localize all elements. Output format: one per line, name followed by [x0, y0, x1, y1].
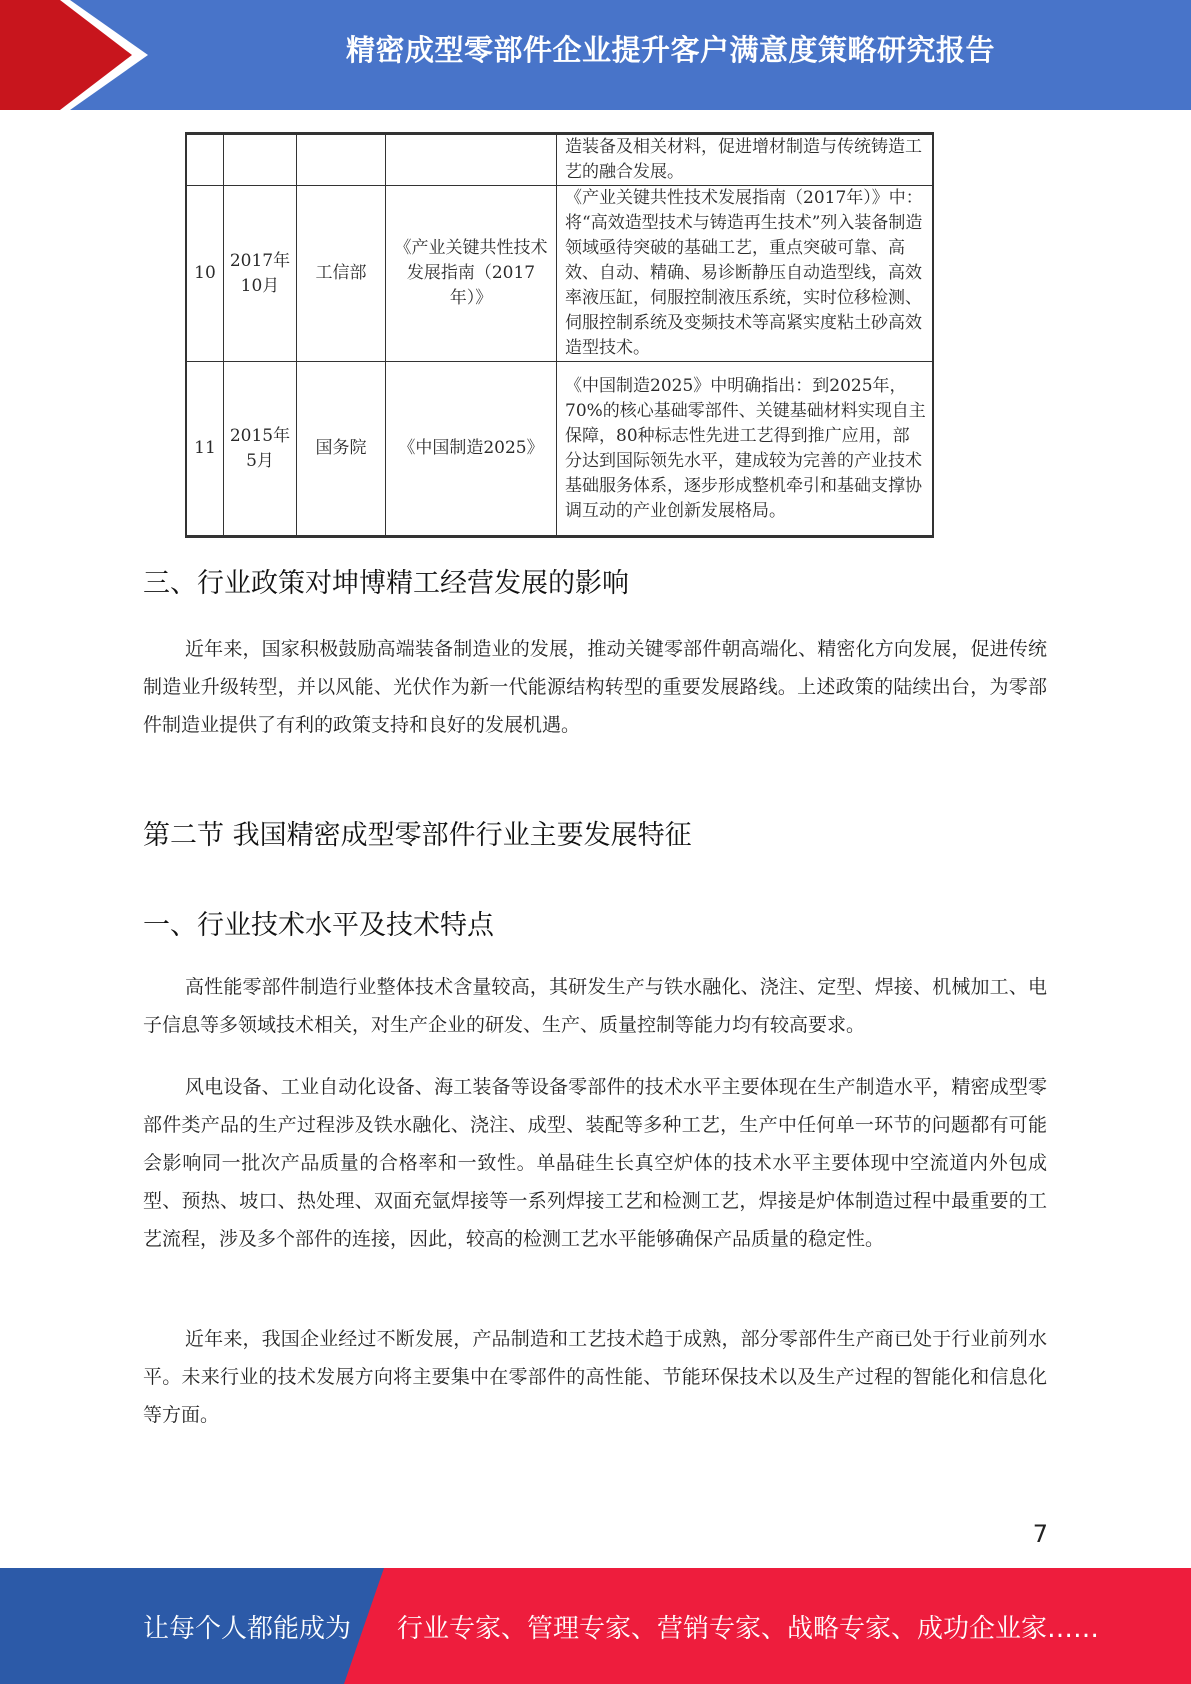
page-footer — [0, 1568, 1191, 1684]
report-title: 精密成型零部件企业提升客户满意度策略研究报告 — [345, 33, 995, 67]
chapter-heading: 第二节 我国精密成型零部件行业主要发展特征 — [143, 820, 692, 851]
row-date: 2015年5月 — [224, 362, 297, 537]
row-date: 2017年10月 — [224, 186, 297, 362]
page-header — [0, 0, 1191, 110]
footer-slogan-right: 行业专家、管理专家、营销专家、战略专家、成功企业家…… — [397, 1614, 1100, 1644]
section-heading-policy-impact: 三、行业政策对坤博精工经营发展的影响 — [143, 568, 629, 599]
page-number: 7 — [1032, 1520, 1048, 1548]
paragraph-technology-3: 近年来，我国企业经过不断发展，产品制造和工艺技术趋于成熟，部分零部件生产商已处于行业前列水平。未来行业的技术发展方向将主要集中在零部件的高性能、节能环保技术以及生产过程的智能化和信息化等方面。 — [143, 1328, 1047, 1426]
table-row — [186, 134, 933, 186]
header-arrow-icon — [0, 0, 160, 110]
row-document: 《中国制造2025》 — [386, 362, 557, 537]
row-description: 《中国制造2025》中明确指出：到2025年，70%的核心基础零部件、关键基础材料实现自主保障，80种标志性先进工艺得到推广应用，部分达到国际领先水平，建成较为完善的产业技术基础服务体系，逐步形成整机牵引和基础支撑协调互动的产业创新发展格局。 — [557, 362, 934, 537]
row-number — [186, 134, 224, 186]
table-row — [186, 186, 933, 362]
row-document — [386, 134, 557, 186]
footer-slogan-left: 让每个人都能成为 — [143, 1614, 352, 1644]
row-description: 《产业关键共性技术发展指南（2017年）》中：将“高效造型技术与铸造再生技术”列入装备制造领域亟待突破的基础工艺，重点突破可靠、高效、自动、精确、易诊断静压自动造型线，高效率液压缸，伺服控制液压系统，实时位移检测、伺服控制系统及变频技术等高紧实度粘土砂高效造型技术。 — [557, 186, 934, 362]
row-number: 11 — [186, 362, 224, 537]
section-heading-technology: 一、行业技术水平及技术特点 — [143, 910, 494, 941]
row-department: 国务院 — [297, 362, 386, 537]
row-department — [297, 134, 386, 186]
row-document: 《产业关键共性技术发展指南（2017年）》 — [386, 186, 557, 362]
table-row — [186, 362, 933, 537]
row-date — [224, 134, 297, 186]
row-description: 造装备及相关材料，促进增材制造与传统铸造工艺的融合发展。 — [557, 134, 934, 186]
row-number: 10 — [186, 186, 224, 362]
paragraph-technology-1: 高性能零部件制造行业整体技术含量较高，其研发生产与铁水融化、浇注、定型、焊接、机械加工、电子信息等多领域技术相关，对生产企业的研发、生产、质量控制等能力均有较高要求。 — [143, 976, 1047, 1036]
row-department: 工信部 — [297, 186, 386, 362]
policy-table — [185, 132, 934, 538]
paragraph-policy-impact: 近年来，国家积极鼓励高端装备制造业的发展，推动关键零部件朝高端化、精密化方向发展，促进传统制造业升级转型，并以风能、光伏作为新一代能源结构转型的重要发展路线。上述政策的陆续出台，为零部件制造业提供了有利的政策支持和良好的发展机遇。 — [143, 638, 1047, 736]
paragraph-technology-2: 风电设备、工业自动化设备、海工装备等设备零部件的技术水平主要体现在生产制造水平，精密成型零部件类产品的生产过程涉及铁水融化、浇注、成型、装配等多种工艺，生产中任何单一环节的问题都有可能会影响同一批次产品质量的合格率和一致性。单晶硅生长真空炉体的技术水平主要体现中空流道内外包成型、预热、坡口、热处理、双面充氩焊接等一系列焊接工艺和检测工艺，焊接是炉体制造过程中最重要的工艺流程，涉及多个部件的连接，因此，较高的检测工艺水平能够确保产品质量的稳定性。 — [143, 1076, 1047, 1250]
